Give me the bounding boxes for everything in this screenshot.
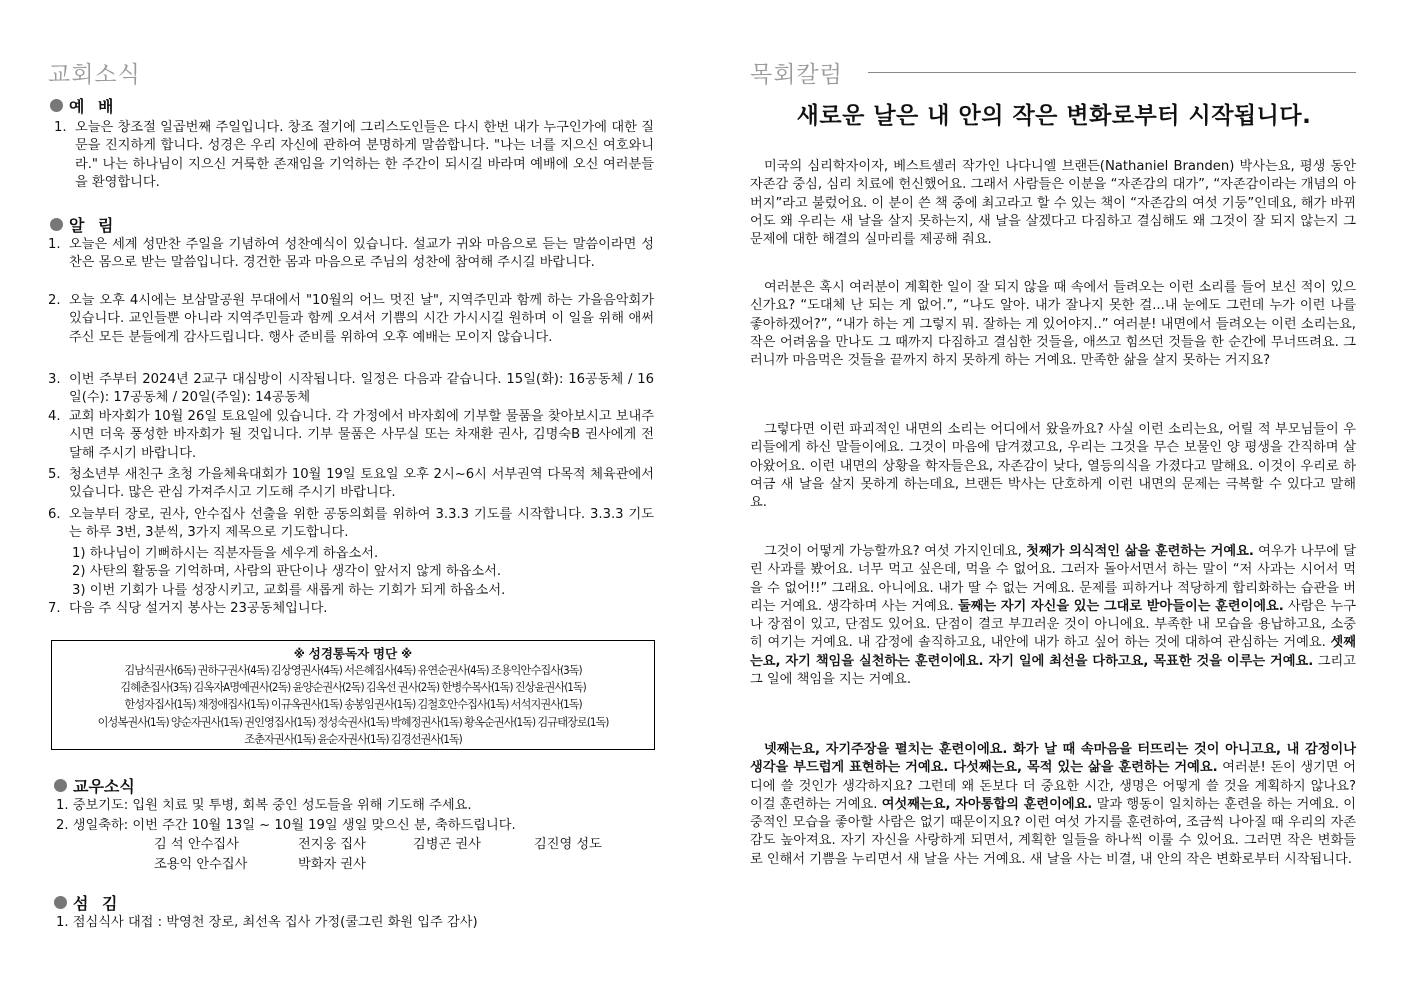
church-news-title: 교회소식 [48,62,141,88]
notices-heading: 알 림 [50,213,117,236]
prayer-line: 1) 하나님이 기뻐하시는 직분자들을 세우게 하옵소서. [72,546,379,561]
birthday-name: 김 석 안수집사 [154,837,239,852]
column-paragraph-4: 그것이 어떻게 가능할까요? 여섯 가지인데요, 첫째가 의식적인 삶을 훈련하는 거예요. 여우가 나무에 달린 사과를 봤어요. 너무 먹고 싶은데, 먹을 수 없어요. 그러자 돌아서면서 하는 말이 “저 사과는 시어서 먹을 수 없어!!” 그래요. 아니에요. 내가 딸 수 없는 거예요. 문제를 피하거나 적당하게 합리화하는 습관을 버리는 거예요. 생각하며 사는 거예요. 둘째는 자기 자신을 있는 그대로 받아들이는 훈련이에요. 사람은 누구나 장점이 있고, 단점도 있어요. 단점이 결코 부끄러운 것이 아니에요. 부족한 내 모습을 용납하고요, 소중히 여기는 거예요. 내 감정에 솔직하고요, 내안에 내가 하고 싶어 하는 것에 대하여 관심하는 거예요. 셋째는요, 자기 책임을 실천하는 훈련이에요. 자기 일에 최선을 다하고요, 목표한 것을 이루는 거예요. 그리고 그 일에 책임을 지는 거예요. [750,544,1357,688]
column-paragraph-1: 미국의 심리학자이자, 베스트셀러 작가인 나다니엘 브랜든(Nathaniel Branden) 박사는요, 평생 동안 자존감 중심, 심리 치료에 헌신했어요. 그래서 사람들은 이분을 “자존감의 대가”, “자존감이라는 개념의 아버지”라고 불렀어요. 이 분이 쓴 책 중에 최고라고 할 수 있는 책이 “자존감의 여섯 기둥”인데요, 해가 바뀌어도 왜 우리는 새 날을 살지 못하는지, 새 날을 살겠다고 다짐하고 결심해도 왜 그것이 잘 되지 않는지 그 문제에 대한 해결의 실마리를 제공해 줘요. [750,159,1356,248]
service-heading: 섬 김 [54,891,121,914]
birthday-name: 박화자 권사 [298,857,366,872]
members-item-2: 2. 생일축하: 이번 주간 10월 13일 ~ 10월 19일 생일 맞으신 분, 축하드립니다. [56,818,516,833]
notice-item-7: 7. 다음 주 식당 설거지 봉사는 23공동체입니다. [48,601,328,616]
column-paragraph-3: 그렇다면 이런 파괴적인 내면의 소리는 어디에서 왔을까요? 사실 이런 소리는요, 어릴 적 부모님들이 우리들에게 하신 말들이에요. 그것이 마음에 담겨졌고요, 우리는 그것을 무슨 보물인 양 평생을 간직하며 살아왔어요. 이런 내면의 상황을 학자들은요, 자존감이 낮다, 열등의식을 가졌다고 말해요. 이것이 우리로 하여금 새 날을 살지 못하게 하는데요, 브랜든 박사는 단호하게 이런 내면의 문제는 극복할 수 있다고 말해요. [750,422,1356,511]
members-item-1: 1. 중보기도: 입원 치료 및 투병, 회복 중인 성도들을 위해 기도해 주세요. [56,798,472,813]
bible-readers-line: 김남식권사(6독) 권하구권사(4독) 김상영권사(4독) 서은혜집사(4독) 유연순권사(4독) 조용익안수집사(3독) [124,664,582,677]
title-divider [868,72,1356,73]
birthday-name: 전지웅 집사 [298,837,366,852]
bible-readers-line: 조춘자권사(1독) 윤순자권사(1독) 김경선권사(1독) [244,732,462,746]
bible-readers-line: 김혜춘집사(3독) 김옥자A명예권사(2독) 윤양순권사(2독) 김옥선 권사(2독) 한병수목사(1독) 진상윤권사(1독) [120,681,586,695]
prayer-line: 2) 사탄의 활동을 기억하며, 사람의 판단이나 생각이 앞서지 않게 하옵소서. [72,564,502,579]
notice-item-6: 6. 오늘부터 장로, 권사, 안수집사 선출을 위한 공동의회를 위하여 3.3.3 기도를 시작합니다. 3.3.3 기도는 하루 3번, 3분씩, 3가지 제목으로 기도합니다. [48,507,654,541]
members-heading: 교우소식 [54,774,135,797]
bullet-icon [50,99,63,112]
birthday-name: 조용익 안수집사 [154,857,248,872]
bible-readers-title: ※ 성경통독자 명단 ※ [293,646,413,661]
bullet-icon [54,779,67,792]
notice-item-1: 1. 오늘은 세계 성만찬 주일을 기념하여 성찬예식이 있습니다. 설교가 귀와 마음으로 듣는 말씀이라면 성찬은 몸으로 받는 말씀입니다. 경건한 몸과 마음으로 주님의 성찬에 참여해 주시길 바랍니다. [48,237,654,271]
worship-heading: 예 배 [50,94,117,117]
bible-readers-line: 한성자집사(1독) 채정애집사(1독) 이규옥권사(1독) 송봉임권사(1독) 김철호안수집사(1독) 서석지권사(1독) [124,698,582,712]
worship-item: 1. 오늘은 창조절 일곱번째 주일입니다. 창조 절기에 그리스도인들은 다시 한번 내가 누구인가에 대한 질문을 진지하게 합니다. 성경은 우리 자신에 관하여 분명하게 말씀합니다. "나는 너를 지으신 여호와니라." 나는 하나님이 지으신 거룩한 존재임을 기억하는 한 주간이 되시길 바라며 예배에 오신 여러분들을 환영합니다. [54,120,654,190]
bullet-icon [54,896,67,909]
column-headline: 새로운 날은 내 안의 작은 변화로부터 시작됩니다. [796,103,1312,129]
birthday-name: 김진영 성도 [534,837,602,852]
bullet-icon [50,218,63,231]
bible-readers-box [51,640,655,750]
pastor-column-title: 목회칼럼 [750,62,843,88]
service-item: 1. 점심식사 대접 : 박영천 장로, 최선옥 집사 가정(쿨그린 화원 입주 감사) [56,915,478,930]
birthday-name: 김병곤 권사 [413,837,481,852]
notice-item-5: 5. 청소년부 새친구 초청 가을체육대회가 10월 19일 토요일 오후 2시~6시 서부권역 다목적 체육관에서 있습니다. 많은 관심 가져주시고 기도해 주시기 바랍니다. [48,467,654,501]
notice-item-4: 4. 교회 바자회가 10월 26일 토요일에 있습니다. 각 가정에서 바자회에 기부할 물품을 찾아보시고 보내주시면 더욱 풍성한 바자회가 될 것입니다. 기부 물품은 사무실 또는 차재환 권사, 김명숙B 권사에게 전달해 주시기 바랍니다. [48,409,654,461]
column-paragraph-2: 여러분은 혹시 여러분이 계획한 일이 잘 되지 않을 때 속에서 들려오는 이런 소리를 들어 보신 적이 있으신가요? “도대체 난 되는 게 없어.”, “나도 알아. 내가 잘나지 못한 걸...내 눈에도 그런데 누가 이런 나를 좋아하겠어?”, “내가 하는 게 그렇지 뭐. 잘하는 게 있어야지..” 여러분! 내면에서 들려오는 이런 소리는요, 작은 어려움을 만나도 그 때까지 다짐하고 결심한 것들을, 애쓰고 힘쓰던 것들을 한 순간에 무너뜨려요. 그러니까 마음먹은 것들을 끝까지 하지 못하게 하는 거예요. 만족한 삶을 살지 못하는 거지요? [750,280,1356,369]
prayer-line: 3) 이번 기회가 나를 성장시키고, 교회를 새롭게 하는 기회가 되게 하옵소서. [72,583,506,598]
column-paragraph-5: 넷째는요, 자기주장을 펼치는 훈련이에요. 화가 날 때 속마음을 터뜨리는 것이 아니고요, 내 감정이나 생각을 부드럽게 표현하는 거예요. 다섯째는요, 목적 있는 삶을 훈련하는 거예요. 여러분! 돈이 생기면 어디에 쓸 것인가 생각하지요? 그런데 왜 돈보다 더 중요한 시간, 생명은 어떻게 쓸 것을 계획하지 않나요? 이걸 훈련하는 거예요. 여섯째는요, 자아통합의 훈련이에요. 말과 행동이 일치하는 훈련을 하는 거예요. 이중적인 모습을 좋아할 사람은 없기 때문이지요? 이런 여섯 가지를 훈련하여, 조금씩 나아질 때 우리의 자존감도 높아져요. 자기 자신을 사랑하게 되면서, 계획한 일들을 하나씩 이룰 수 있어요. 그러면 작은 변화들로 인해서 기쁨을 누리면서 새 날을 사는 거예요. 새 날을 사는 비결, 내 안의 작은 변화로부터 시작됩니다. [750,742,1356,867]
notice-item-3: 3. 이번 주부터 2024년 2교구 대심방이 시작됩니다. 일정은 다음과 같습니다. 15일(화): 16공동체 / 16일(수): 17공동체 / 20일(주일): 14공동체 [48,372,654,406]
bible-readers-line: 이성복권사(1독) 양순자권사(1독) 권인영집사(1독) 정성숙권사(1독) 박혜정권사(1독) 황옥순권사(1독) 김규태장로(1독) [97,715,609,729]
notice-item-2: 2. 오늘 오후 4시에는 보삼말공원 무대에서 "10월의 어느 멋진 날", 지역주민과 함께 하는 가을음악회가 있습니다. 교인들뿐 아니라 지역주민들과 함께 오셔서 기쁨의 시간 가시시길 원하며 이 일을 위해 애써주신 모든 분들에게 감사드립니다. 행사 준비를 위하여 오후 예배는 모이지 않습니다. [48,293,654,345]
